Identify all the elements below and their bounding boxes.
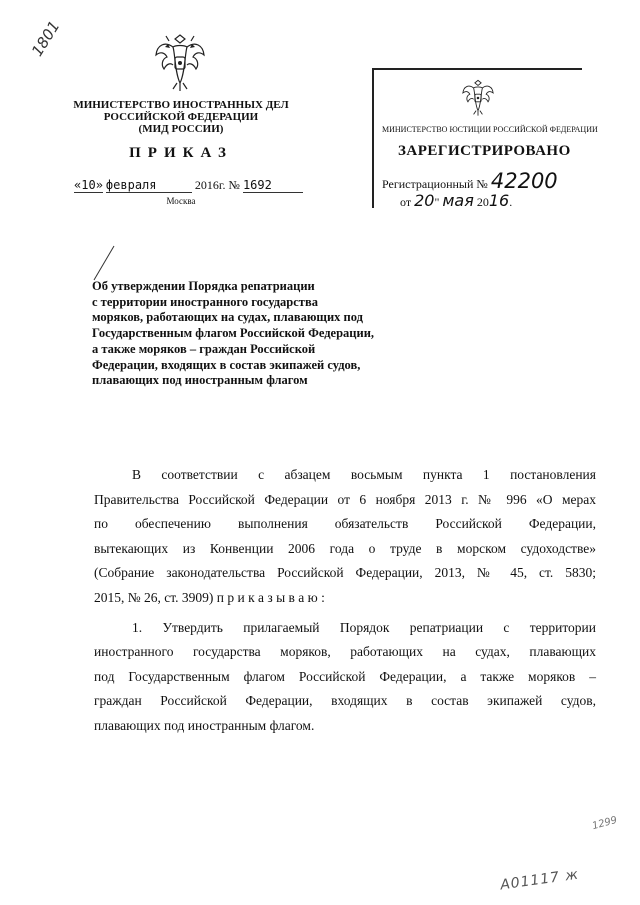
body-line: вытекающих из Конвенции 2006 года о труде в морском судоходстве» <box>94 540 596 556</box>
body-line: иностранного государства моряков, работающих на судах, плавающих <box>94 644 596 660</box>
handwritten-margin-note: 1801 <box>28 17 64 60</box>
stamp-date-day: 20 <box>414 191 435 210</box>
coat-of-arms-icon <box>153 33 207 93</box>
handwritten-archive-mark: А01117 ж <box>499 866 580 894</box>
title-line: плавающих под иностранным флагом <box>92 373 308 388</box>
body-line: по обеспечению выполнения обязательств Российской Федерации, <box>94 516 596 532</box>
order-number: 1692 <box>243 178 303 193</box>
pen-mark <box>88 244 118 284</box>
stamp-date-year: 16 <box>488 191 510 210</box>
body-line: (Собрание законодательства Российской Федерации, 2013, № 45, ст. 5830; <box>94 565 596 581</box>
body-line: В соответствии с абзацем восьмым пункта 1 постановления <box>132 467 596 482</box>
body-line: плавающих под иностранным флагом. <box>94 717 315 733</box>
order-date-year: 2016г. <box>194 178 226 192</box>
stamp-organization: МИНИСТЕРСТВО ЮСТИЦИИ РОССИЙСКОЙ ФЕДЕРАЦИИ <box>382 125 598 134</box>
registration-stamp <box>372 68 598 210</box>
ministry-line: (МИД РОССИИ) <box>138 123 224 135</box>
body-line: под Государственным флагом Российской Федерации, а также моряков – <box>94 668 596 684</box>
title-line: Об утверждении Порядка репатриации <box>92 279 315 293</box>
body-line: Правительства Российской Федерации от 6 ноября 2013 г. № 996 «О мерах <box>94 491 596 507</box>
title-line: а также моряков – граждан Российской <box>92 341 316 356</box>
order-body <box>94 463 596 739</box>
stamp-reg-label: Регистрационный № <box>382 177 488 191</box>
ministry-line: РОССИЙСКОЙ ФЕДЕРАЦИИ <box>103 111 259 123</box>
stamp-reg-number: 42200 <box>490 169 558 193</box>
title-line: моряков, работающих на судах, плавающих под <box>92 310 363 325</box>
title-line: Государственным флагом Российской Федерации, <box>92 326 375 341</box>
title-line: с территории иностранного государства <box>92 294 318 309</box>
order-number-label: № <box>228 178 240 192</box>
document-type: ПРИКАЗ <box>129 145 233 161</box>
ministry-line: МИНИСТЕРСТВО ИНОСТРАННЫХ ДЕЛ <box>73 99 289 111</box>
body-line: 1. Утвердить прилагаемый Порядок репатриации с территории <box>132 619 596 635</box>
stamp-registration-date: от 20" мая 2016. <box>400 191 513 210</box>
stamp-registration-number <box>382 169 558 193</box>
ministry-name <box>60 99 302 135</box>
order-date-month: февраля <box>106 178 192 193</box>
city: Москва <box>166 196 196 206</box>
order-date-day: «10» <box>74 178 103 192</box>
stamp-date-month: мая <box>442 191 474 210</box>
handwritten-small-note: 1299 <box>591 814 619 833</box>
order-title <box>92 279 422 389</box>
stamp-coat-of-arms-icon <box>461 78 495 118</box>
order-date-line <box>74 178 303 193</box>
title-line: Федерации, входящих в состав экипажей судов, <box>92 357 361 372</box>
body-line: 2015, № 26, ст. 3909) п р и к а з ы в а ю : <box>94 589 325 605</box>
body-line: граждан Российской Федерации, входящих в состав экипажей судов, <box>94 693 596 709</box>
stamp-status: ЗАРЕГИСТРИРОВАНО <box>398 143 571 159</box>
